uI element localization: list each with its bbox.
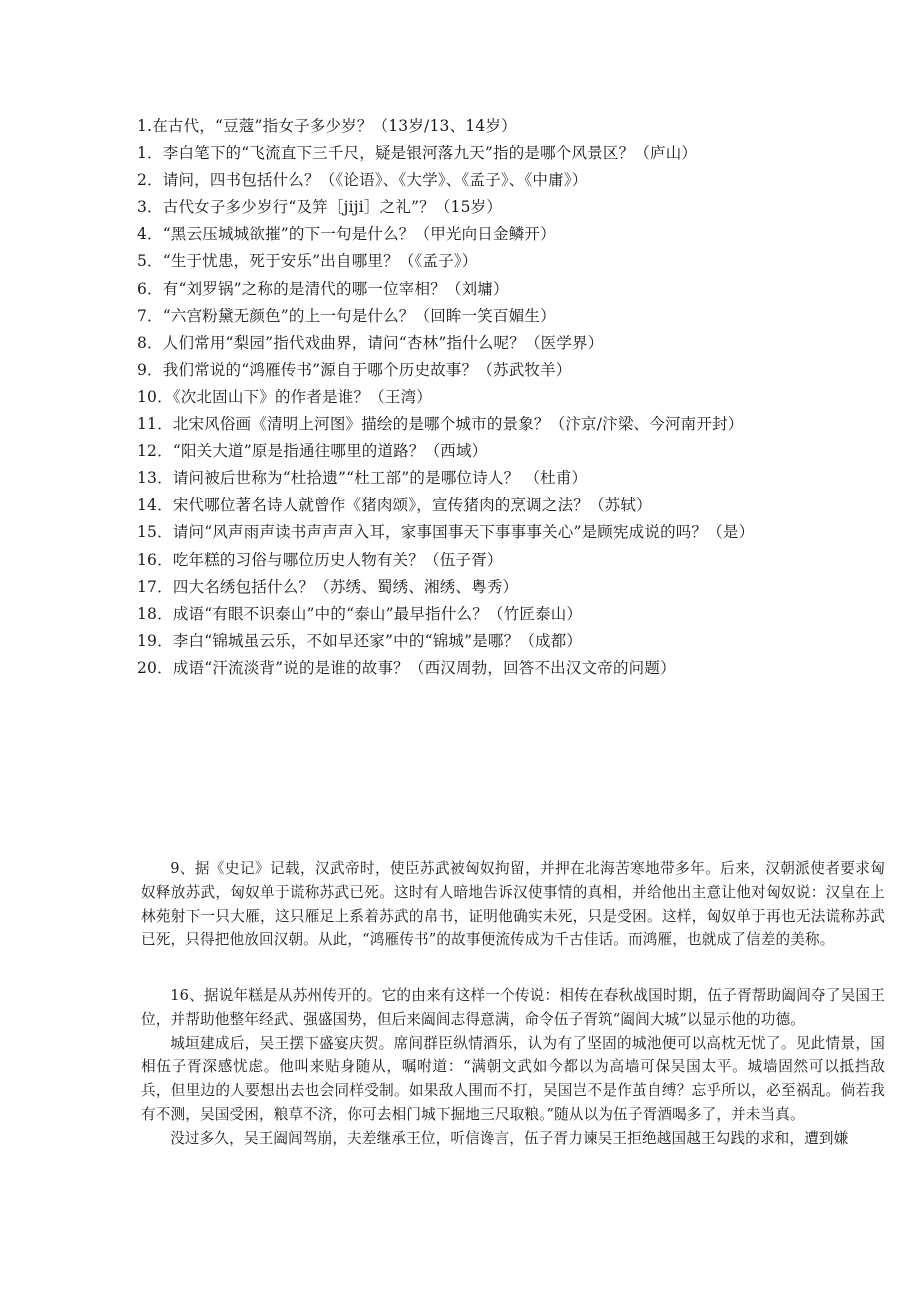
question-line: 15．请问“风声雨声读书声声声入耳，家事国事天下事事事关心”是顾宪成说的吗？（是） (137, 523, 755, 542)
question-list (137, 113, 897, 682)
question-line: 19．李白“锦城虽云乐，不如早还家”中的“锦城”是哪？（成都） (137, 631, 583, 650)
question-line: 20．成语“汗流淡背”说的是谁的故事？（西汉周勃，回答不出汉文帝的问题） (137, 658, 676, 677)
question-line: 16．吃年糕的习俗与哪位历史人物有关？（伍子胥） (137, 550, 503, 569)
question-line: 7．“六宫粉黛无颜色”的上一句是什么？（回眸一笑百媚生） (137, 306, 556, 325)
question-line: 1．李白笔下的“飞流直下三千尺，疑是银河落九天”指的是哪个风景区？（庐山） (137, 144, 698, 163)
explanation-paragraph: 16、据说年糕是从苏州传开的。它的由来有这样一个传说：相传在春秋战国时期，伍子胥帮助阖闾夺了吴国王位，并帮助他整年经武、强盛国势，但后来阖闾志得意满，命令伍子胥筑“阖闾大城”以显示他的功德。 (141, 987, 885, 1028)
explanation-paragraph: 城垣建成后，吴王摆下盛宴庆贺。席间群臣纵情酒乐，认为有了坚固的城池便可以高枕无忧了。见此情景，国相伍子胥深感忧虑。他叫来贴身随从，嘱咐道：“满朝文武如今都以为高墙可保吴国太平。城墙固然可以抵挡敌兵，但里边的人要想出去也会同样受制。如果敌人围而不打，吴国岂不是作茧自缚？忘乎所以，必至祸乱。倘若我有不测，吴国受困，粮草不济，你可去相门城下掘地三尺取粮。”随从以为伍子胥酒喝多了，并未当真。 (141, 1034, 885, 1123)
question-line: 9．我们常说的“鸿雁传书”源自于哪个历史故事？（苏武牧羊） (137, 360, 572, 379)
question-line: 1.在古代，“豆蔻”指女子多少岁？（13岁/13、14岁） (137, 117, 517, 135)
question-line: 5．“生于忧患，死于安乐”出自哪里？（《孟子》） (137, 252, 478, 271)
question-line: 13．请问被后世称为“杜拾遗”“杜工部”的是哪位诗人？ （杜甫） (137, 469, 588, 488)
question-line: 12．“阳关大道”原是指通往哪里的道路？（西域） (137, 442, 488, 461)
question-line: 10．《次北固山下》的作者是谁？（王湾） (137, 387, 432, 406)
question-line: 17．四大名绣包括什么？（苏绣、蜀绣、湘绣、粤秀） (137, 577, 519, 596)
question-line: 14．宋代哪位著名诗人就曾作《猪肉颂》，宣传猪肉的烹调之法？（苏轼） (137, 496, 652, 515)
question-line: 3．古代女子多少岁行“及笄［jiji］之礼”？（15岁） (137, 198, 503, 217)
question-line: 2．请问，四书包括什么？（《论语》、《大学》、《孟子》、《中庸》） (137, 171, 588, 190)
question-line: 4．“黑云压城城欲摧”的下一句是什么？（甲光向日金鳞开） (137, 225, 556, 244)
explanation-9 (141, 857, 885, 952)
question-line: 18．成语“有眼不识泰山”中的“泰山”最早指什么？（竹匠泰山） (137, 604, 583, 623)
explanation-16 (141, 984, 885, 1151)
question-line: 11．北宋风俗画《清明上河图》描绘的是哪个城市的景象？（汴京/汴梁、今河南开封） (137, 415, 744, 434)
question-line: 8．人们常用“梨园”指代戏曲界，请问“杏林”指什么呢？（医学界） (137, 333, 604, 352)
question-line: 6．有“刘罗锅”之称的是清代的哪一位宰相？（刘墉） (137, 279, 509, 298)
explanation-paragraph: 没过多久，吴王阖闾驾崩，夫差继承王位，听信谗言，伍子胥力谏吴王拒绝越国越王勾践的求和，遭到嫌 (170, 1129, 849, 1147)
explanation-paragraph: 9、据《史记》记载，汉武帝时，使臣苏武被匈奴拘留，并押在北海苦寒地带多年。后来，汉朝派使者要求匈奴释放苏武，匈奴单于谎称苏武已死。这时有人暗地告诉汉使事情的真相，并给他出主意让他对匈奴说：汉皇在上林苑射下一只大雁，这只雁足上系着苏武的帛书，证明他确实未死，只是受困。这样，匈奴单于再也无法谎称苏武已死，只得把他放回汉朝。从此，“鸿雁传书”的故事便流传成为千古佳话。而鸿雁，也就成了信差的美称。 (141, 860, 885, 949)
